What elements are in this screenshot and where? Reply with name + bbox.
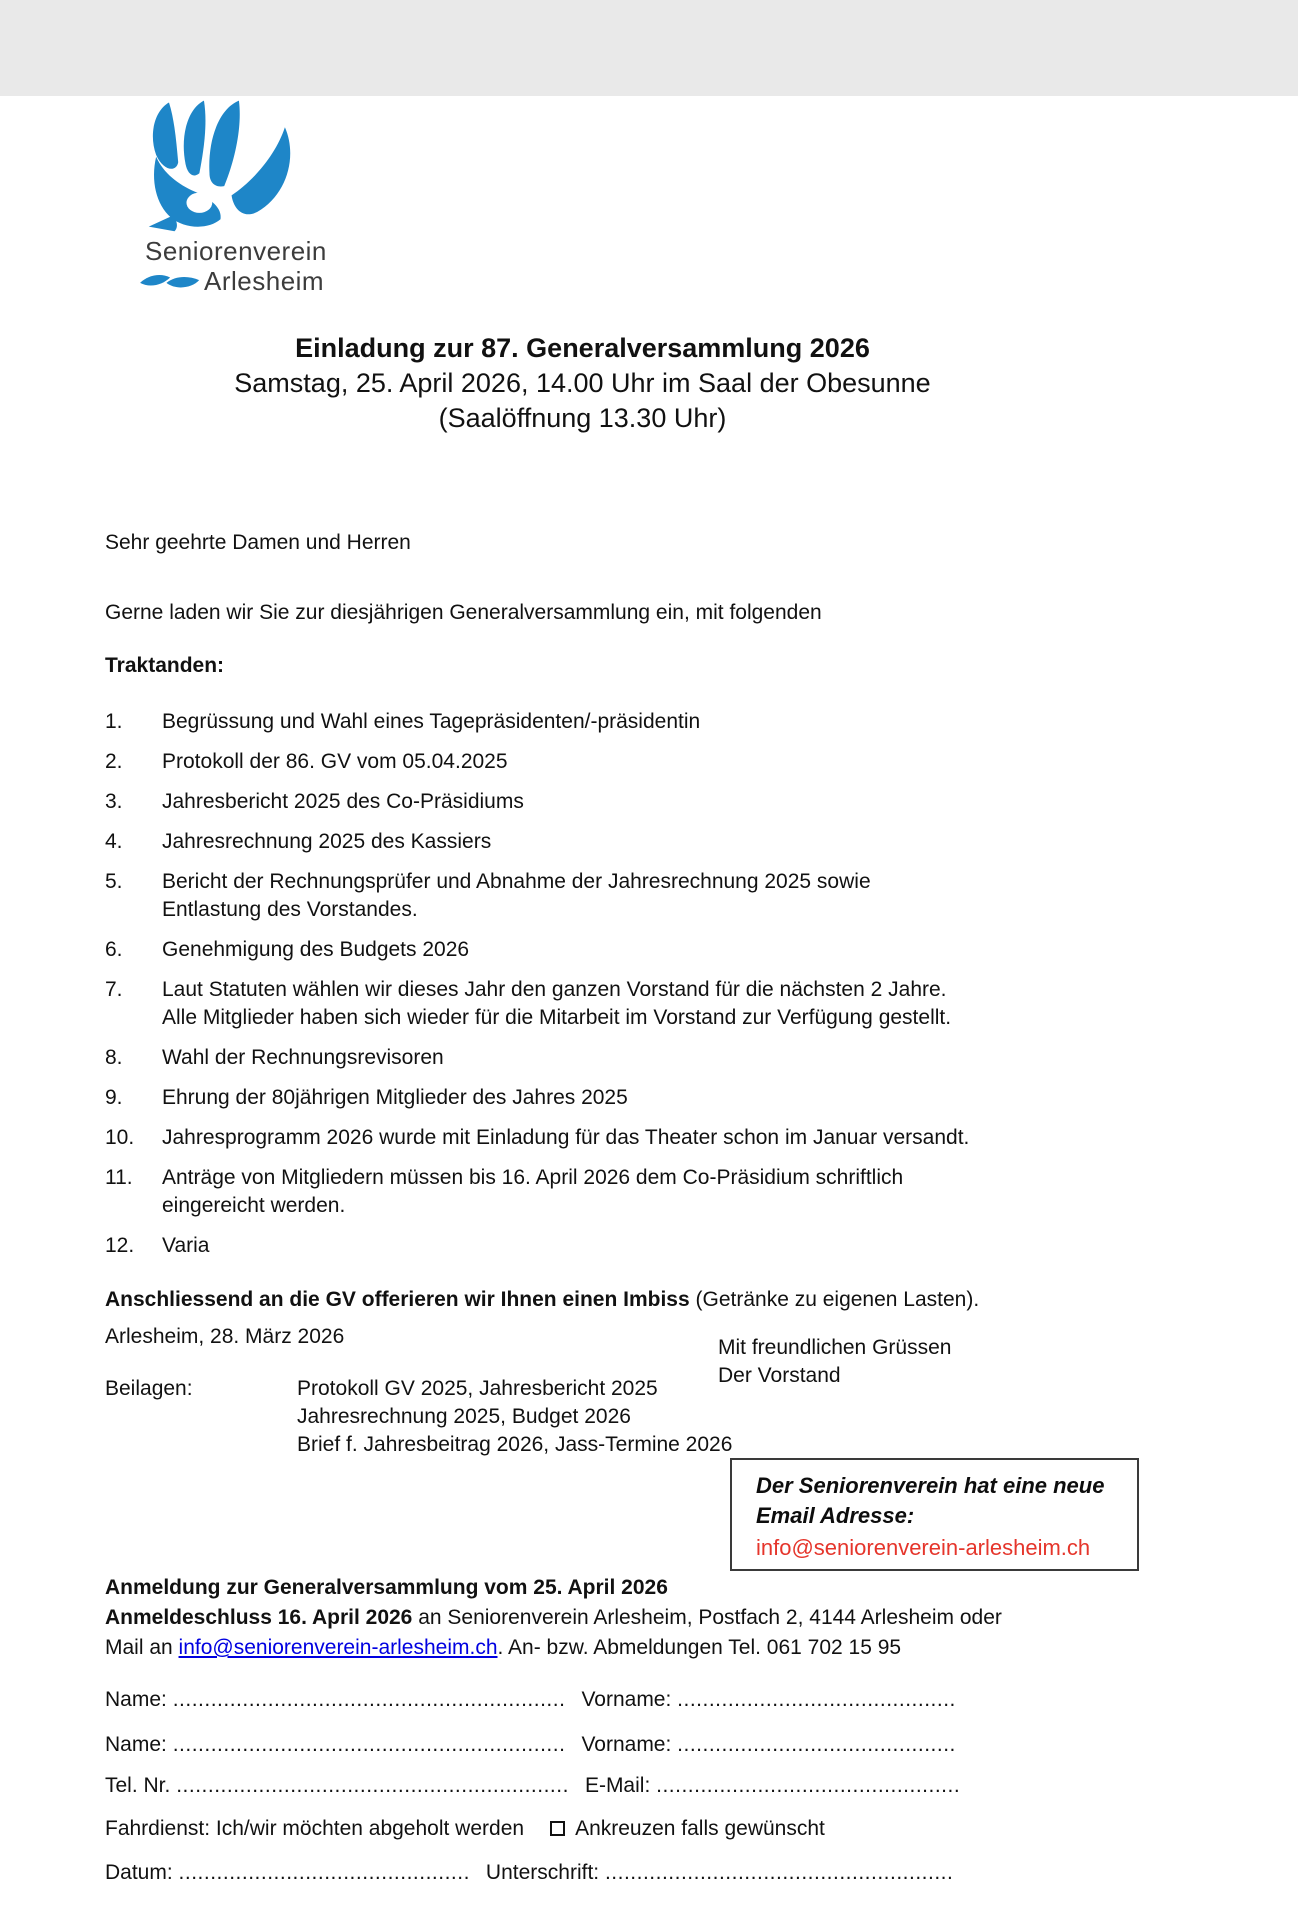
title-door-line: (Saalöffnung 13.30 Uhr)	[438, 403, 727, 433]
mail-line-post: . An- bzw. Abmeldungen Tel. 061 702 15 95	[497, 1636, 902, 1659]
agenda-item-number: 7.	[105, 978, 123, 1001]
beilagen	[105, 1375, 1140, 1459]
agenda-item	[105, 1044, 1140, 1072]
anmeldung-section	[105, 1573, 1140, 1663]
agenda-item	[105, 1124, 1140, 1152]
agenda-item	[105, 936, 1140, 964]
name-field-line: ..............................................................	[172, 1688, 566, 1711]
vorname-field-line: ............................................	[677, 1688, 956, 1711]
vorname-label: Vorname:	[581, 1733, 678, 1756]
unterschrift-label: Unterschrift:	[485, 1861, 605, 1884]
datum-label: Datum:	[105, 1861, 179, 1884]
agenda-item-number: 4.	[105, 830, 123, 853]
new-email-address: info@seniorenverein-arlesheim.ch	[756, 1535, 1091, 1560]
agenda-item-text: Anträge von Mitgliedern müssen bis 16. April 2026 dem Co-Präsidium schriftlich eingereicht werden.	[162, 1166, 904, 1217]
vorname-field-line: ............................................	[677, 1733, 956, 1756]
agenda-item-text: Wahl der Rechnungsrevisoren	[162, 1046, 444, 1069]
form-row-tel-email	[105, 1773, 1140, 1799]
anmeldeschluss-line	[105, 1603, 1140, 1633]
regards-block: Mit freundlichen Grüssen Der Vorstand	[718, 1336, 952, 1387]
page-title: Einladung zur 87. Generalversammlung 2026	[295, 333, 870, 363]
agenda-item-text: Begrüssung und Wahl eines Tagepräsidenten/-präsidentin	[162, 710, 701, 733]
agenda-item-text: Jahresprogramm 2026 wurde mit Einladung für das Theater schon im Januar versandt.	[162, 1126, 970, 1149]
anmeldeschluss-rest: an Seniorenverein Arlesheim, Postfach 2, 4144 Arlesheim oder	[412, 1606, 1002, 1629]
logo	[121, 96, 351, 297]
email-field-line: ................................................	[656, 1774, 961, 1797]
form-row-datum	[105, 1860, 1140, 1886]
unterschrift-field-line: .......................................................	[604, 1861, 954, 1884]
form-row-name-1	[105, 1687, 1140, 1713]
email-label: E-Mail:	[584, 1774, 657, 1797]
datum-field-line: ..............................................	[178, 1861, 470, 1884]
anmeldung-heading: Anmeldung zur Generalversammlung vom 25. April 2026	[105, 1576, 668, 1599]
email-box-line-1: Der Seniorenverein hat eine neue	[756, 1473, 1105, 1498]
title-date-line: Samstag, 25. April 2026, 14.00 Uhr im Saal der Obesunne	[234, 368, 931, 398]
letter-page	[0, 96, 1298, 1924]
mail-line	[105, 1633, 1140, 1663]
form-row-fahrdienst	[105, 1816, 1140, 1842]
email-box-line-2: Email Adresse:	[756, 1503, 915, 1528]
agenda-item	[105, 1084, 1140, 1112]
agenda-item	[105, 788, 1140, 816]
agenda-item-number: 10.	[105, 1126, 135, 1149]
title-block	[105, 331, 1060, 436]
agenda-item-number: 2.	[105, 750, 123, 773]
fahrdienst-note: Ankreuzen falls gewünscht	[575, 1817, 825, 1840]
agenda-item-number: 6.	[105, 938, 123, 961]
agenda-item	[105, 708, 1140, 736]
name-label: Name:	[105, 1688, 173, 1711]
agenda-item-text: Protokoll der 86. GV vom 05.04.2025	[162, 750, 508, 773]
org-city: Arlesheim	[204, 266, 325, 296]
agenda-item-number: 1.	[105, 710, 123, 733]
agenda-item-number: 5.	[105, 870, 123, 893]
anmeldeschluss-bold: Anmeldeschluss 16. April 2026	[105, 1606, 413, 1629]
agenda-item-text: Varia	[162, 1234, 210, 1257]
greeting: Sehr geehrte Damen und Herren	[105, 531, 411, 554]
vorname-label: Vorname:	[581, 1688, 678, 1711]
imbiss-line	[105, 1286, 1140, 1314]
new-email-box	[730, 1458, 1139, 1571]
imbiss-bold-text: Anschliessend an die GV offerieren wir Ihnen einen Imbiss	[105, 1288, 690, 1311]
agenda-item	[105, 1232, 1140, 1260]
agenda-item-text: Bericht der Rechnungsprüfer und Abnahme der Jahresrechnung 2025 sowie Entlastung des Vorstandes.	[162, 870, 871, 921]
agenda-item-number: 11.	[105, 1166, 133, 1189]
swoosh-icon	[139, 272, 203, 292]
agenda-item-number: 12.	[105, 1234, 135, 1257]
dove-logo-icon	[139, 96, 337, 234]
mail-line-pre: Mail an	[105, 1636, 179, 1659]
fahrdienst-checkbox[interactable]	[550, 1821, 565, 1836]
agenda-item-text: Jahresbericht 2025 des Co-Präsidiums	[162, 790, 524, 813]
agenda-item-text: Laut Statuten wählen wir dieses Jahr den ganzen Vorstand für die nächsten 2 Jahre. Alle Mitglieder haben sich wieder für die Mitarbeit im Vorstand zur Verfügung gestellt.	[162, 978, 952, 1029]
agenda-item	[105, 828, 1140, 856]
agenda-item	[105, 748, 1140, 776]
name-field-line: ..............................................................	[172, 1733, 566, 1756]
email-link[interactable]: info@seniorenverein-arlesheim.ch	[178, 1636, 498, 1659]
place-date: Arlesheim, 28. März 2026	[105, 1325, 345, 1348]
agenda-item-text: Genehmigung des Budgets 2026	[162, 938, 470, 961]
org-name: Seniorenverein	[145, 236, 327, 266]
tel-label: Tel. Nr.	[105, 1774, 177, 1797]
beilagen-list: Protokoll GV 2025, Jahresbericht 2025 Jahresrechnung 2025, Budget 2026 Brief f. Jahresbeitrag 2026, Jass-Termine 2026	[297, 1377, 733, 1456]
agenda-item	[105, 868, 1140, 924]
agenda-item-number: 3.	[105, 790, 123, 813]
agenda-item-text: Jahresrechnung 2025 des Kassiers	[162, 830, 492, 853]
agenda-item	[105, 976, 1140, 1032]
form-row-name-2	[105, 1732, 1140, 1758]
agenda-item-number: 8.	[105, 1046, 123, 1069]
name-label: Name:	[105, 1733, 173, 1756]
fahrdienst-label: Fahrdienst: Ich/wir möchten abgeholt werden	[105, 1817, 525, 1840]
agenda-heading: Traktanden:	[105, 654, 225, 677]
intro-line: Gerne laden wir Sie zur diesjährigen Generalversammlung ein, mit folgenden	[105, 601, 822, 624]
agenda-item-text: Ehrung der 80jährigen Mitglieder des Jahres 2025	[162, 1086, 628, 1109]
beilagen-label: Beilagen:	[105, 1377, 193, 1400]
agenda-list	[105, 708, 1140, 1260]
agenda-item	[105, 1164, 1140, 1220]
tel-field-line: ..............................................................	[176, 1774, 569, 1797]
imbiss-rest-text: (Getränke zu eigenen Lasten).	[689, 1288, 980, 1311]
agenda-item-number: 9.	[105, 1086, 123, 1109]
